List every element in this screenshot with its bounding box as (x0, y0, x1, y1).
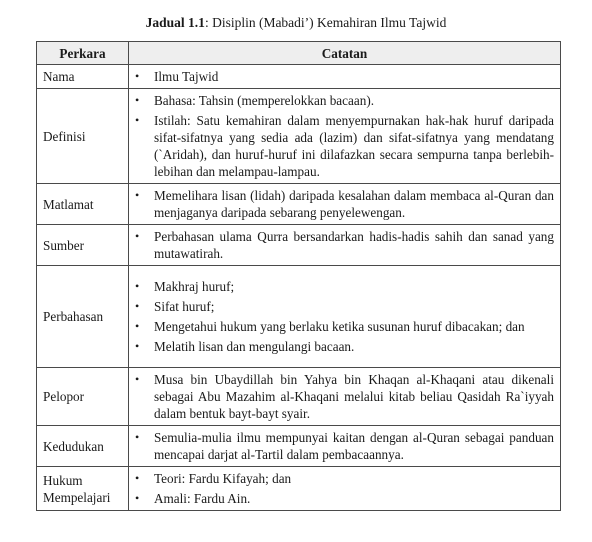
table-row (37, 225, 561, 266)
row-label: Perbahasan (37, 266, 129, 368)
row-notes (129, 266, 561, 368)
table-row (37, 65, 561, 89)
table-row (37, 467, 561, 511)
list-item-text: Bahasa: Tahsin (memperelokkan bacaan). (154, 93, 375, 108)
list-item (129, 278, 554, 295)
list-item-text: Makhraj huruf; (154, 279, 235, 294)
bullet-icon: • (135, 372, 140, 386)
header-row (37, 42, 561, 65)
row-notes (129, 368, 561, 426)
list-item (129, 187, 554, 221)
bullet-list (129, 228, 554, 262)
list-item (129, 92, 554, 109)
table-row (37, 184, 561, 225)
list-item (129, 68, 554, 85)
table-row (37, 266, 561, 368)
list-item-text: Teori: Fardu Kifayah; dan (154, 471, 292, 486)
list-item-text: Semulia-mulia ilmu mempunyai kaitan dengan al-Quran sebagai panduan mencapai darjat al-Tartil dalam pembacaannya. (154, 430, 554, 462)
bullet-list (129, 278, 554, 355)
bullet-icon: • (135, 113, 140, 127)
row-notes (129, 225, 561, 266)
list-item (129, 371, 554, 422)
bullet-icon: • (135, 319, 140, 333)
list-item (129, 429, 554, 463)
list-item (129, 470, 554, 487)
bullet-icon: • (135, 69, 140, 83)
row-label: Matlamat (37, 184, 129, 225)
row-notes (129, 426, 561, 467)
list-item-text: Sifat huruf; (154, 299, 215, 314)
bullet-list (129, 68, 554, 85)
row-label: Sumber (37, 225, 129, 266)
bullet-icon: • (135, 471, 140, 485)
bullet-list (129, 371, 554, 422)
caption-title: : Disiplin (Mabadi’) Kemahiran Ilmu Tajwid (204, 15, 447, 30)
table-caption (0, 13, 592, 35)
header-perkara: Perkara (37, 42, 129, 65)
list-item-text: Melatih lisan dan mengulangi bacaan. (154, 339, 355, 354)
row-notes (129, 467, 561, 511)
bullet-icon: • (135, 430, 140, 444)
bullet-icon: • (135, 339, 140, 353)
list-item (129, 338, 554, 355)
bullet-icon: • (135, 188, 140, 202)
list-item (129, 298, 554, 315)
row-label: Hukum Mempelajari (37, 467, 129, 511)
tajwid-table (36, 41, 561, 511)
bullet-icon: • (135, 491, 140, 505)
list-item-text: Musa bin Ubaydillah bin Yahya bin Khaqan al-Khaqani atau dikenali sebagai Abu Mazahim al-Khaqani melalui kitab beliau Qasidah Ra`iyyah dalam bentuk bayt-bayt syair. (154, 372, 554, 421)
bullet-icon: • (135, 93, 140, 107)
table-row (37, 368, 561, 426)
list-item-text: Istilah: Satu kemahiran dalam menyempurnakan hak-hak huruf daripada sifat-sifatnya yang sedia ada (lazim) dan sifat-sifatnya yang mendatang (`Aridah), dan huruf-huruf ini dilafazkan secara sempurna tanpa berlebih-lebihan dan melampau-lampau. (154, 113, 554, 179)
row-label: Pelopor (37, 368, 129, 426)
list-item-text: Perbahasan ulama Qurra bersandarkan hadis-hadis sahih dan sanad yang mutawatirah. (154, 229, 554, 261)
header-catatan: Catatan (129, 42, 561, 65)
row-notes (129, 89, 561, 184)
list-item (129, 490, 554, 507)
list-item-text: Mengetahui hukum yang berlaku ketika susunan huruf dibacakan; dan (154, 319, 525, 334)
row-label: Kedudukan (37, 426, 129, 467)
bullet-icon: • (135, 279, 140, 293)
table-row (37, 426, 561, 467)
list-item (129, 112, 554, 180)
table-row (37, 89, 561, 184)
list-item-text: Memelihara lisan (lidah) daripada kesalahan dalam membaca al-Quran dan menjaganya daripada sebarang penyelewengan. (154, 188, 554, 220)
list-item-text: Amali: Fardu Ain. (154, 491, 251, 506)
bullet-list (129, 187, 554, 221)
list-item (129, 228, 554, 262)
bullet-icon: • (135, 299, 140, 313)
bullet-list (129, 92, 554, 180)
bullet-list (129, 470, 554, 507)
row-label: Nama (37, 65, 129, 89)
row-label: Definisi (37, 89, 129, 184)
list-item-text: Ilmu Tajwid (154, 69, 219, 84)
list-item (129, 318, 554, 335)
row-notes (129, 184, 561, 225)
bullet-list (129, 429, 554, 463)
row-notes (129, 65, 561, 89)
bullet-icon: • (135, 229, 140, 243)
caption-number: Jadual 1.1 (145, 15, 205, 30)
